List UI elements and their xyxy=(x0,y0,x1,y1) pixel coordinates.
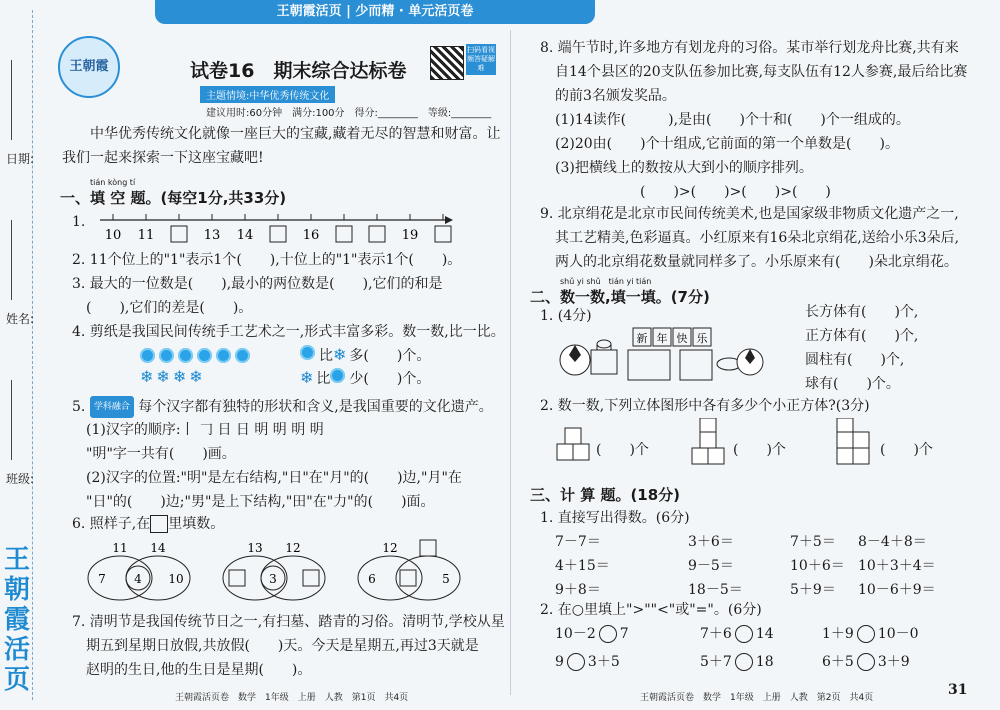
answer-box xyxy=(229,570,245,586)
cut-line xyxy=(32,10,33,700)
compare-circle[interactable] xyxy=(735,625,753,643)
footer-right: 王朝霞活页卷 数学 1年级 上册 人教 第2页 共4页 xyxy=(640,693,874,703)
venn-3 xyxy=(358,540,460,600)
number-line xyxy=(95,210,455,250)
q8-part1: (1)14读作( ),是由( )个十和( )个一组成的。 xyxy=(555,112,910,128)
venn-2 xyxy=(223,541,325,600)
q8-part2: (2)20由( )个十组成,它前面的第一个单数是( )。 xyxy=(555,136,899,152)
r2-text: 2. 数一数,下列立体图形中各有多少个小正方体?(3分) xyxy=(540,398,870,414)
q9-line3: 两人的北京绢花数量就同样多了。小乐原来有( )朵北京绢花。 xyxy=(555,254,958,270)
c2-text: 2. 在○里填上">""<"或"="。(6分) xyxy=(540,602,762,618)
block-char: 快 xyxy=(676,332,688,345)
compare-right: 10－0 xyxy=(877,626,919,642)
venn2-top-right: 12 xyxy=(285,541,301,555)
qr-caption: 扫码看视频答疑解难 xyxy=(466,44,496,75)
venn2-top-left: 13 xyxy=(247,541,263,555)
flower-icon xyxy=(159,348,174,363)
q5-line1: (1)汉字的顺序:丨 𠃌 日 日 明 明 明 明 xyxy=(86,422,324,438)
venn1-left: 7 xyxy=(98,572,106,586)
intro-line-2: 我们一起来探索一下这座宝藏吧! xyxy=(62,150,264,166)
answer-box[interactable] xyxy=(150,515,168,533)
r1-cube: 正方体有( )个, xyxy=(805,328,919,344)
answer-box xyxy=(400,570,416,586)
flower-icon xyxy=(140,348,155,363)
compare-circle[interactable] xyxy=(735,653,753,671)
compare-circle[interactable] xyxy=(857,653,875,671)
calc-item: 9－5＝ xyxy=(688,558,734,574)
q5-number: 5. xyxy=(72,399,86,415)
section2-pinyin: shǔ yi shǔ tián yi tián xyxy=(560,277,652,286)
flower-icon xyxy=(197,348,212,363)
answer-box xyxy=(303,570,319,586)
q8-line2: 自14个县区的20支队伍参加比赛,每支队伍有12人参赛,最后给比赛 xyxy=(555,64,968,80)
calc-item: 10－6＋9＝ xyxy=(858,582,936,598)
r2-answer-1: ( )个 xyxy=(596,442,649,458)
q8-line3: 的前3名颁发奖品。 xyxy=(555,88,676,104)
section1-pinyin: tián kòng tí xyxy=(90,178,136,187)
compare-right: 3＋5 xyxy=(587,654,620,670)
compare-item xyxy=(555,652,620,672)
cube-icon xyxy=(591,350,617,374)
calc-item: 9＋8＝ xyxy=(555,582,601,598)
flower-icon xyxy=(216,348,231,363)
cmp1-word: 比 xyxy=(319,348,333,364)
venn1-right: 10 xyxy=(168,572,184,586)
block-char: 乐 xyxy=(696,332,708,345)
exam-meta: 建议用时:60分钟 满分:100分 得分:________ 等级:________ xyxy=(206,108,492,119)
block-char: 新 xyxy=(636,332,648,345)
compare-left: 10－2 xyxy=(555,626,596,642)
r2-answer-2: ( )个 xyxy=(733,442,786,458)
q5-text: 每个汉字都有独特的形状和含义,是我国重要的文化遗产。 xyxy=(138,399,493,415)
top-banner: 王朝霞活页 | 少而精 · 单元活页卷 xyxy=(155,0,595,24)
venn1-top-right: 14 xyxy=(150,541,166,555)
venn3-left: 6 xyxy=(368,572,376,586)
section1-title: 一、填 空 题。(每空1分,共33分) xyxy=(60,189,287,207)
venn3-right: 5 xyxy=(442,572,450,586)
calc-item: 7－7＝ xyxy=(555,534,601,550)
calc-item: 10＋6＝ xyxy=(790,558,845,574)
date-label: 日期: xyxy=(6,152,35,166)
compare-left: 7＋6 xyxy=(700,626,732,642)
flower-icon xyxy=(300,345,315,360)
cube-stack-3 xyxy=(835,418,875,466)
q4-text: 4. 剪纸是我国民间传统手工艺术之一,形式丰富多彩。数一数,比一比。 xyxy=(72,324,505,340)
venn1-middle: 4 xyxy=(134,572,142,586)
snowflake-row xyxy=(140,367,206,386)
calc-item: 8－4＋8＝ xyxy=(858,534,927,550)
tick-label: 19 xyxy=(401,228,419,243)
tick-label: 11 xyxy=(137,228,155,243)
page-title: 试卷16 期末综合达标卷 xyxy=(190,60,407,82)
snowflake-icon: ❄ xyxy=(333,345,347,364)
q3-line1: 3. 最大的一位数是( ),最小的两位数是( ),它们的和是 xyxy=(72,276,443,292)
tick-answer-box xyxy=(369,226,385,242)
snowflake-icon: ❄ xyxy=(156,367,170,386)
calc-item: 7＋5＝ xyxy=(790,534,836,550)
tick-answer-box xyxy=(435,226,451,242)
q9-line2: 其工艺精美,色彩逼真。小红原来有16朵北京绢花,送给小乐3朵后, xyxy=(555,230,960,246)
tick-label: 13 xyxy=(203,228,221,243)
compare-right: 7 xyxy=(619,626,629,642)
calc-item: 18－5＝ xyxy=(688,582,743,598)
q3-line2: ( ),它们的差是( )。 xyxy=(86,300,253,316)
date-underline xyxy=(11,60,12,140)
venn-1 xyxy=(88,541,190,600)
tick-label: 10 xyxy=(104,228,122,243)
compare-item xyxy=(822,652,910,672)
r1-label: 1. (4分) xyxy=(540,308,592,324)
cmp2-answer: 少( )个。 xyxy=(349,371,431,387)
footer-left: 王朝霞活页卷 数学 1年级 上册 人教 第1页 共4页 xyxy=(175,693,409,703)
c1-text: 1. 直接写出得数。(6分) xyxy=(540,510,690,526)
cube-stack-1 xyxy=(555,420,595,466)
compare-left: 6＋5 xyxy=(822,654,854,670)
r2-answer-3: ( )个 xyxy=(880,442,933,458)
tick-label: 14 xyxy=(236,228,254,243)
page-divider xyxy=(510,30,511,695)
q5-line3: (2)汉字的位置:"明"是左右结构,"日"在"月"的( )边,"月"在 xyxy=(86,470,462,486)
subject-fusion-badge: 学科融合 xyxy=(90,396,134,418)
q7-line3: 赵明的生日,他的生日是星期( )。 xyxy=(86,662,312,678)
q1-label: 1. xyxy=(72,214,86,230)
cmp1-answer: 多( )个。 xyxy=(349,348,431,364)
tick-answer-box xyxy=(171,226,187,242)
snowflake-icon: ❄ xyxy=(189,367,203,386)
compare-item xyxy=(822,624,919,644)
q8-order: ( )>( )>( )>( ) xyxy=(640,184,831,200)
block-char: 年 xyxy=(656,332,668,345)
r1-cylinder: 圆柱有( )个, xyxy=(805,352,905,368)
theme-badge: 主题情境:中华优秀传统文化 xyxy=(200,86,335,103)
compare-left: 1＋9 xyxy=(822,626,854,642)
class-label: 班级: xyxy=(6,472,35,486)
tick-label: 16 xyxy=(302,228,320,243)
q7-line2: 期五到星期日放假,共放假( )天。今天是星期五,再过3天就是 xyxy=(86,638,479,654)
q6-text-a: 6. 照样子,在 xyxy=(72,516,151,532)
r1-sphere: 球有( )个。 xyxy=(805,376,900,392)
r1-cuboid: 长方体有( )个, xyxy=(805,304,919,320)
q6-text xyxy=(72,514,224,534)
snowflake-icon: ❄ xyxy=(140,367,154,386)
flower-icon xyxy=(235,348,250,363)
venn2-middle: 3 xyxy=(269,572,277,586)
brand-vertical: 王朝霞活页 xyxy=(3,545,30,695)
answer-box xyxy=(420,540,436,556)
section2-title: 二、数一数,填一填。(7分) xyxy=(530,288,710,306)
flower-row xyxy=(140,348,254,367)
calc-item: 4＋15＝ xyxy=(555,558,610,574)
compare-left: 9 xyxy=(555,654,564,670)
qr-code[interactable] xyxy=(430,46,464,80)
name-underline xyxy=(11,220,12,300)
flower-icon xyxy=(178,348,193,363)
name-label: 姓名: xyxy=(6,312,35,326)
snowflake-icon: ❄ xyxy=(172,367,187,386)
cube-stack-2 xyxy=(690,418,730,466)
tick-answer-box xyxy=(336,226,352,242)
q5-line0 xyxy=(72,396,493,418)
calc-item: 3＋6＝ xyxy=(688,534,734,550)
q6-text-b: 里填数。 xyxy=(168,516,225,532)
publisher-logo: 王朝霞 xyxy=(58,36,120,98)
q4-compare-2 xyxy=(300,368,430,389)
calc-item: 5＋9＝ xyxy=(790,582,836,598)
compare-item xyxy=(700,624,774,644)
intro-line-1: 中华优秀传统文化就像一座巨大的宝藏,藏着无尽的智慧和财富。让 xyxy=(90,126,501,142)
compare-item xyxy=(700,652,774,672)
q5-line2: "明"字一共有( )画。 xyxy=(86,446,236,462)
q2-text: 2. 11个位上的"1"表示1个( ),十位上的"1"表示1个( )。 xyxy=(72,252,462,268)
cmp2-word: 比 xyxy=(316,371,331,387)
q9-line1: 9. 北京绢花是北京市民间传统美术,也是国家级非物质文化遗产之一, xyxy=(540,206,959,222)
tick-answer-box xyxy=(270,226,286,242)
q5-line4: "日"的( )边;"男"是上下结构,"田"在"力"的( )面。 xyxy=(86,494,435,510)
flower-icon xyxy=(330,368,345,383)
compare-circle[interactable] xyxy=(857,625,875,643)
q8-part3: (3)把横线上的数按从大到小的顺序排列。 xyxy=(555,160,813,176)
q8-line1: 8. 端午节时,许多地方有划龙舟的习俗。某市举行划龙舟比赛,共有来 xyxy=(540,40,959,56)
venn1-top-left: 11 xyxy=(112,541,128,555)
venn-diagrams xyxy=(80,538,500,610)
compare-right: 14 xyxy=(755,626,774,642)
calc-item: 10＋3＋4＝ xyxy=(858,558,936,574)
compare-circle[interactable] xyxy=(599,625,617,643)
compare-right: 18 xyxy=(755,654,774,670)
snowflake-icon: ❄ xyxy=(300,368,314,387)
q4-compare-1 xyxy=(300,345,430,366)
compare-circle[interactable] xyxy=(567,653,585,671)
compare-item xyxy=(555,624,629,644)
class-underline xyxy=(11,380,12,460)
solids-picture xyxy=(555,322,765,384)
q7-line1: 7. 清明节是我国传统节日之一,有扫墓、踏青的习俗。清明节,学校从星 xyxy=(72,614,505,630)
compare-left: 5＋7 xyxy=(700,654,732,670)
compare-right: 3＋9 xyxy=(877,654,910,670)
section3-title: 三、计 算 题。(18分) xyxy=(530,486,681,504)
venn3-top-left: 12 xyxy=(382,541,398,555)
page-number: 31 xyxy=(948,682,968,698)
